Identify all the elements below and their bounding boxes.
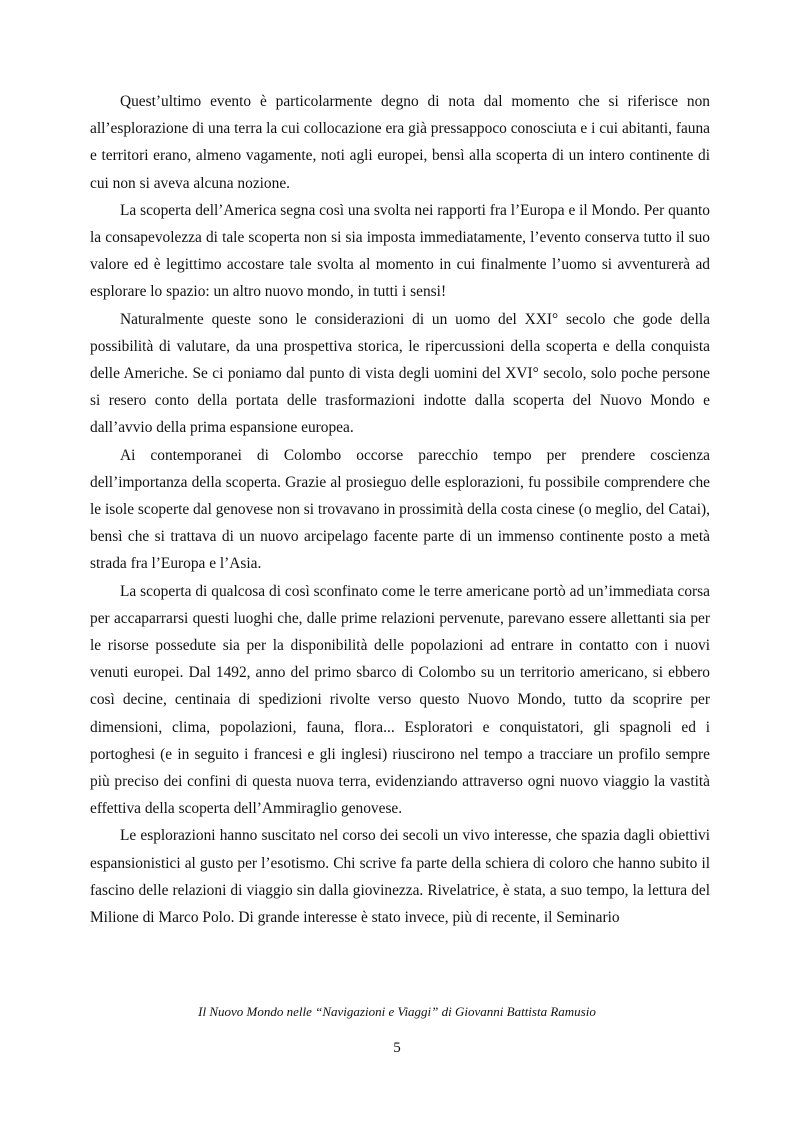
page-body bbox=[90, 88, 710, 931]
paragraph: La scoperta dell’America segna così una svolta nei rapporti fra l’Europa e il Mondo. Per quanto la consapevolezza di tale scoperta non si sia imposta immediatamente, l’evento conserva tutto il suo valore ed è legittimo accostare tale svolta al momento in cui finalmente l’uomo si avventurerà ad esplorare lo spazio: un altro nuovo mondo, in tutti i sensi! bbox=[90, 201, 710, 301]
paragraph: La scoperta di qualcosa di così sconfinato come le terre americane portò ad un’immediata corsa per accaparrarsi questi luoghi che, dalle prime relazioni pervenute, parevano essere allettanti sia per le risorse possedute sia per la disponibilità delle popolazioni ad entrare in contatto con i nuovi venuti europei. Dal 1492, anno del primo sbarco di Colombo su un territorio americano, si ebbero così decine, centinaia di spedizioni rivolte verso questo Nuovo Mondo, tutto da scoprire per dimensioni, clima, popolazioni, fauna, flora... Esploratori e conquistatori, gli spagnoli ed i portoghesi (e in seguito i francesi e gli inglesi) riuscirono nel tempo a tracciare un profilo sempre più preciso dei confini di questa nuova terra, evidenziando attraverso ogni nuovo viaggio la vastità effettiva della scoperta dell’Ammiraglio genovese. bbox=[90, 582, 710, 818]
page-number: 5 bbox=[393, 1040, 401, 1056]
paragraph: Naturalmente queste sono le considerazioni di un uomo del XXI° secolo che gode della possibilità di valutare, da una prospettiva storica, le ripercussioni della scoperta e della conquista delle Americhe. Se ci poniamo dal punto di vista degli uomini del XVI° secolo, solo poche persone si resero conto della portata delle trasformazioni indotte dalla scoperta del Nuovo Mondo e dall’avvio della prima espansione europea. bbox=[90, 310, 710, 437]
paragraph: Le esplorazioni hanno suscitato nel corso dei secoli un vivo interesse, che spazia dagli obiettivi espansionistici al gusto per l’esotismo. Chi scrive fa parte della schiera di coloro che hanno subito il fascino delle relazioni di viaggio sin dalla giovinezza. Rivelatrice, è stata, a suo tempo, la lettura del Milione di Marco Polo. Di grande interesse è stato invece, più di recente, il Seminario bbox=[90, 827, 710, 927]
footer-title: Il Nuovo Mondo nelle “Navigazioni e Viaggi” di Giovanni Battista Ramusio bbox=[198, 1004, 596, 1019]
paragraph: Quest’ultimo evento è particolarmente degno di nota dal momento che si riferisce non all’esplorazione di una terra la cui collocazione era già pressappoco conosciuta e i cui abitanti, fauna e territori erano, almeno vagamente, noti agli europei, bensì alla scoperta di un intero continente di cui non si aveva alcuna nozione. bbox=[90, 93, 710, 192]
paragraph: Ai contemporanei di Colombo occorse parecchio tempo per prendere coscienza dell’importanza della scoperta. Grazie al prosieguo delle esplorazioni, fu possibile comprendere che le isole scoperte dal genovese non si trovavano in prossimità della costa cinese (o meglio, del Catai), bensì che si trattava di un nuovo arcipelago facente parte di un immenso continente posto a metà strada fra l’Europa e l’Asia. bbox=[90, 446, 710, 573]
